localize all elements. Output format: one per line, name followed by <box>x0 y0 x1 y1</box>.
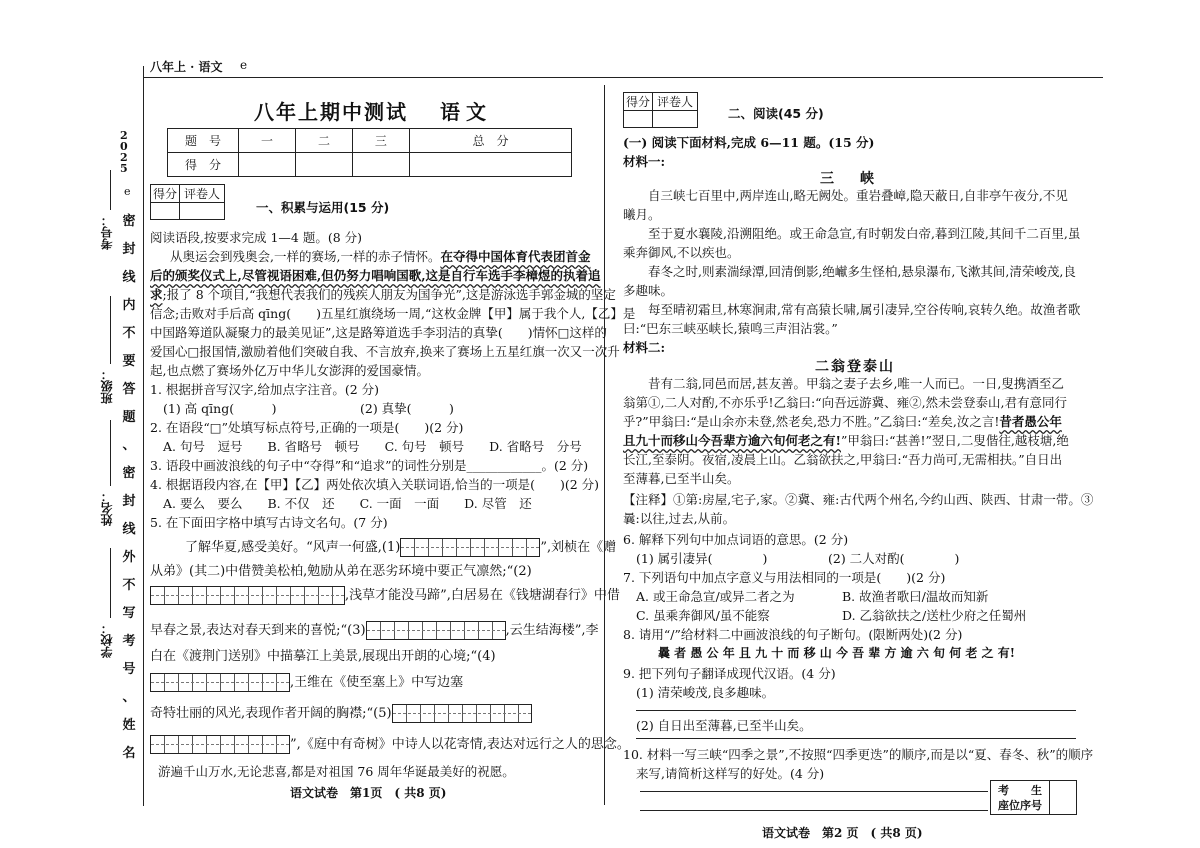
seat-number-cell[interactable] <box>1050 781 1077 815</box>
question-9: 9. 把下列句子翻译成现代汉语。(4 分) <box>623 666 836 681</box>
seal-char: 不 <box>122 578 136 593</box>
poem-text: 奇特壮丽的风光,表现作者开阔的胸襟;“(5) <box>150 706 392 721</box>
seal-char: 密 <box>122 466 136 481</box>
seal-char: 号 <box>122 662 136 677</box>
poem-text: ,云生结海楼”,李 <box>505 623 599 638</box>
reading-intro: 阅读语段,按要求完成 1—4 题。(8 分) <box>150 230 363 245</box>
grader-score-cell[interactable] <box>151 203 180 220</box>
poem-grid-1[interactable] <box>400 538 540 557</box>
seal-char: 封 <box>122 494 136 509</box>
question-1b[interactable]: (2) 真挚( ) <box>360 401 454 416</box>
margin-code: e <box>124 185 131 198</box>
erweng-line-1: 昔有二翁,同邑而居,甚友善。甲翁之妻子去乡,唯一人而已。一日,叟携酒至乙 <box>648 376 1064 391</box>
question-9b: (2) 自日出至薄暮,已至半山矣。 <box>636 718 812 733</box>
exam-number-line[interactable] <box>110 170 111 210</box>
score-table <box>167 128 572 177</box>
score-cell-2[interactable] <box>295 153 352 177</box>
question-1a[interactable]: (1) 高 qīng( ) <box>163 401 277 416</box>
margin-year: 2025 <box>120 129 128 175</box>
poem-text: ,王维在《使至塞上》中写边塞 <box>290 675 464 690</box>
score-col-2: 二 <box>295 129 352 153</box>
note-line-1: 【注释】①第:房屋,宅子,家。②冀、雍:古代两个州名,今约山西、陕西、甘肃一带。③ <box>623 492 1094 507</box>
question-4: 4. 根据语段内容,在【甲】【乙】两处依次填入关联词语,恰当的一项是( )(2 分) <box>150 477 600 492</box>
erweng-line-5: 长江,至泰阴。夜宿,凌晨上山。乙翁欲扶之,甲翁曰:“吾力尚可,无需相扶。”自日出 <box>623 452 1063 467</box>
seal-char: 封 <box>122 242 136 257</box>
poem-grid-5[interactable] <box>392 704 532 723</box>
score-row-label: 得 分 <box>168 153 239 177</box>
header-label: 八年上 · 语文 <box>150 60 223 74</box>
passage-line-5: 中国路筹道队凝聚力的最美见证”,这是路筹道选手李羽洁的真挚( )情怀□这样的 <box>150 325 607 340</box>
question-4-options[interactable]: A. 要么 要么 B. 不仅 还 C. 一面 一面 D. 尽管 还 <box>163 496 532 511</box>
answer-line-9a[interactable] <box>636 710 1076 711</box>
material-2-label: 材料二: <box>623 340 666 355</box>
poem-line-5: 白在《渡荆门送别》中描摹江上美景,展现出开朗的心境;“(4) <box>150 649 496 664</box>
grader-score-cell[interactable] <box>624 111 653 128</box>
seat-label-line-2: 座位序号 <box>998 798 1042 812</box>
poem-grid-3[interactable] <box>366 621 506 640</box>
grader-box-2 <box>623 92 698 128</box>
name-line[interactable] <box>110 420 111 486</box>
question-7b[interactable]: B. 故渔者歌曰/温故而知新 <box>842 589 989 604</box>
poem-grid-4[interactable] <box>150 673 290 692</box>
question-7: 7. 下列语句中加点字意义与用法相同的一项是( )(2 分) <box>623 570 946 585</box>
grader-person-label: 评卷人 <box>653 93 698 111</box>
question-10b: 来写,请简析这样写的好处。(4 分) <box>636 766 825 781</box>
score-table-header: 题 号 <box>168 129 239 153</box>
binding-rule <box>143 66 144 806</box>
question-7c[interactable]: C. 虽乘奔御风/虽不能察 <box>636 608 770 623</box>
seal-char: 线 <box>122 270 136 285</box>
question-6: 6. 解释下列句中加点词语的意思。(2 分) <box>623 532 849 547</box>
answer-line-9b[interactable] <box>636 738 1076 739</box>
top-rule <box>143 77 1103 78</box>
passage-line-2: 后的颁奖仪式上,尽管视语困难,但仍努力唱响国歌,这是自行车选手李樟煜的执着追 <box>150 268 601 283</box>
erweng-line-2: 翁第①,二人对酌,不亦乐乎!乙翁曰:“向吾远游冀、雍②,然未尝登泰山,君有意同行 <box>623 395 1068 410</box>
question-10a: 10. 材料一写三峡“四季之景”,不按照“四季更迭”的顺序,而是以“夏、春冬、秋”的顺序 <box>623 747 1094 762</box>
poem-grid-6[interactable] <box>150 735 290 754</box>
seal-char: 外 <box>122 550 136 565</box>
material-1-title: 三 峡 <box>820 171 880 187</box>
page-divider <box>604 85 605 805</box>
grader-person-cell[interactable] <box>653 111 698 128</box>
score-cell-1[interactable] <box>239 153 296 177</box>
question-7a[interactable]: A. 或王命急宣/或异二者之为 <box>636 589 795 604</box>
sanxia-line-1: 自三峡七百里中,两岸连山,略无阙处。重岩叠嶂,隐天蔽日,自非亭午夜分,不见 <box>648 188 1068 203</box>
right-page-footer: 语文试卷 第2 页 ( 共8 页) <box>762 826 923 840</box>
erweng-line-4 <box>623 431 1069 450</box>
poem-line-8 <box>150 734 630 756</box>
seat-label <box>991 781 1050 815</box>
question-8-sentence[interactable]: 曩 者 愚 公 年 且 九 十 而 移 山 今 吾 辈 方 逾 六 旬 何 老 之 有! <box>658 646 1016 660</box>
seal-char: 题 <box>122 410 136 425</box>
question-6b[interactable]: (2) 二人对酌( ) <box>828 551 960 566</box>
sanxia-line-4: 乘奔御风,不以疾也。 <box>623 245 740 260</box>
passage-line-6: 爱国心□报国情,激励着他们突破自我、不言放弃,换来了赛场上五星红旗一次又一次升 <box>150 344 620 359</box>
poem-line-1 <box>185 537 616 559</box>
sanxia-line-3: 至于夏水襄陵,沿溯阻绝。或王命急宣,有时朝发白帝,暮到江陵,其间千二百里,虽 <box>648 226 1081 241</box>
poem-text: 早春之景,表达对春天到来的喜悦;“(3) <box>150 623 366 638</box>
wavy-text: 且九十而移山今吾辈方逾六旬何老之有! <box>623 433 841 448</box>
left-page-footer: 语文试卷 第1页 ( 共8 页) <box>290 786 447 800</box>
erweng-line-3 <box>623 412 1062 431</box>
seal-char: 答 <box>122 382 136 397</box>
sanxia-line-6: 多趣味。 <box>623 283 674 298</box>
poem-text: ,浅草才能没马蹄”,白居易在《钱塘湖春行》中借 <box>345 588 620 603</box>
question-2: 2. 在语段“□”处填写标点符号,正确的一项是( )(2 分) <box>150 420 464 435</box>
wavy-text: 昔者愚公年 <box>999 414 1062 429</box>
poem-text: 了解华夏,感受美好。“风声一何盛,(1) <box>185 540 401 555</box>
material-1-label: 材料一: <box>623 154 666 169</box>
poem-line-6 <box>150 672 463 694</box>
seal-char: 内 <box>122 298 136 313</box>
poem-line-3 <box>150 585 620 607</box>
question-7d[interactable]: D. 乙翁欲扶之/送杜少府之任蜀州 <box>842 608 1027 623</box>
seal-char: 名 <box>122 746 136 761</box>
exam-number-label: 考号： <box>100 214 114 250</box>
school-label: 学校： <box>100 622 114 658</box>
seat-number-box <box>990 780 1077 815</box>
erweng-text: 乎?”甲翁曰:“是山余亦未登,然老矣,恐力不胜。”乙翁曰:“差矣,汝之言! <box>623 414 1000 429</box>
passage-line-1 <box>170 247 590 266</box>
name-label: 姓名： <box>100 490 114 526</box>
wavy-text: 在夺得中国体育代表团首金 <box>440 249 591 264</box>
seal-char: 考 <box>122 634 136 649</box>
score-cell-3[interactable] <box>352 153 409 177</box>
passage-line-7: 起,也点燃了赛场外亿万中华儿女澎湃的爱国豪情。 <box>150 363 429 378</box>
passage-line-4: 信念;击败对手后高 qīng( )五星红旗绕场一周,“这枚金牌【甲】属于我个人,【乙】是 <box>150 306 636 321</box>
seal-char: 线 <box>122 522 136 537</box>
score-col-3: 三 <box>352 129 409 153</box>
poem-text: ”,刘桢在《赠 <box>540 540 617 555</box>
poem-line-4 <box>150 620 599 642</box>
answer-line-10a[interactable] <box>640 791 988 792</box>
question-3: 3. 语段中画波浪线的句子中“夺得”和“追求”的词性分别是____________。(2 分) <box>150 458 589 473</box>
seal-char: 写 <box>122 606 136 621</box>
note-line-2: 曩:以往,过去,从前。 <box>623 511 736 526</box>
poem-grid-2[interactable] <box>150 586 345 605</box>
class-label: 班级： <box>100 368 114 404</box>
erweng-text: ”甲翁曰:“甚善!”翌日,二叟偕往,越枝塘,绝 <box>841 433 1069 448</box>
score-col-1: 一 <box>239 129 296 153</box>
part-1-intro: (一) 阅读下面材料,完成 6—11 题。(15 分) <box>623 135 875 150</box>
sanxia-line-5: 春冬之时,则素湍绿潭,回清倒影,绝𪩘多生怪柏,悬泉瀑布,飞漱其间,清荣峻茂,良 <box>648 264 1076 279</box>
seal-char: 要 <box>122 354 136 369</box>
passage-text: ;报了 8 个项目,“我想代表我们的残疾人朋友为国争光”,这是游泳选手郭金城的坚定 <box>162 287 616 302</box>
passage-text: 从奥运会到残奥会,一样的赛场,一样的赤子情怀。 <box>170 249 441 264</box>
exam-title: 八年上期中测试 <box>254 100 408 124</box>
section-2-title: 二、阅读(45 分) <box>728 106 824 121</box>
seal-char: 密 <box>122 214 136 229</box>
seal-char: 、 <box>122 690 136 705</box>
question-2-options[interactable]: A. 句号 逗号 B. 省略号 顿号 C. 句号 顿号 D. 省略号 分号 <box>163 439 582 454</box>
header-mark: e <box>240 58 248 72</box>
poem-line-9: 游遍千山万水,无论悲喜,都是对祖国 76 周年华诞最美好的祝愿。 <box>158 764 515 779</box>
score-cell-total[interactable] <box>409 153 571 177</box>
section-1-title: 一、积累与运用(15 分) <box>256 200 390 215</box>
grader-score-label: 得分 <box>151 185 180 203</box>
question-5: 5. 在下面田字格中填写古诗文名句。(7 分) <box>150 515 388 530</box>
score-col-total: 总 分 <box>409 129 571 153</box>
seal-char: 不 <box>122 326 136 341</box>
exam-subject: 语文 <box>440 100 492 124</box>
question-1: 1. 根据拼音写汉字,给加点字注音。(2 分) <box>150 382 380 397</box>
question-9a: (1) 清荣峻茂,良多趣味。 <box>636 685 775 700</box>
grader-person-label: 评卷人 <box>180 185 225 203</box>
sanxia-line-2: 曦月。 <box>623 207 661 222</box>
poem-text: ”,《庭中有奇树》中诗人以花寄情,表达对远行之人的思念。 <box>290 737 630 752</box>
seat-label-line-1: 考 生 <box>998 783 1042 797</box>
poem-line-7 <box>150 703 532 725</box>
poem-line-2: 从弟》(其二)中借赞美松柏,勉励从弟在恶劣环境中要正气凛然;“(2) <box>150 564 532 579</box>
grader-score-label: 得分 <box>624 93 653 111</box>
class-line[interactable] <box>110 296 111 364</box>
answer-line-10b[interactable] <box>640 810 988 811</box>
material-2-title: 二翁登泰山 <box>815 359 895 375</box>
question-6a[interactable]: (1) 属引凄异( ) <box>636 551 768 566</box>
grader-person-cell[interactable] <box>180 203 225 220</box>
passage-line-3 <box>150 285 616 304</box>
erweng-line-6: 至薄暮,已至半山矣。 <box>623 471 740 486</box>
question-8: 8. 请用“/”给材料二中画波浪线的句子断句。(限断两处)(2 分) <box>623 627 963 642</box>
seal-char: 、 <box>122 438 136 453</box>
seal-char: 姓 <box>122 718 136 733</box>
wavy-text: 求 <box>150 287 163 302</box>
school-line[interactable] <box>110 548 111 618</box>
sanxia-line-7: 每至晴初霜旦,林寒涧肃,常有高猿长啸,属引凄异,空谷传响,哀转久绝。故渔者歌 <box>648 302 1081 317</box>
grader-box-1 <box>150 184 225 220</box>
sanxia-line-8: 曰:“巴东三峡巫峡长,猿鸣三声泪沾裳。” <box>623 321 838 336</box>
